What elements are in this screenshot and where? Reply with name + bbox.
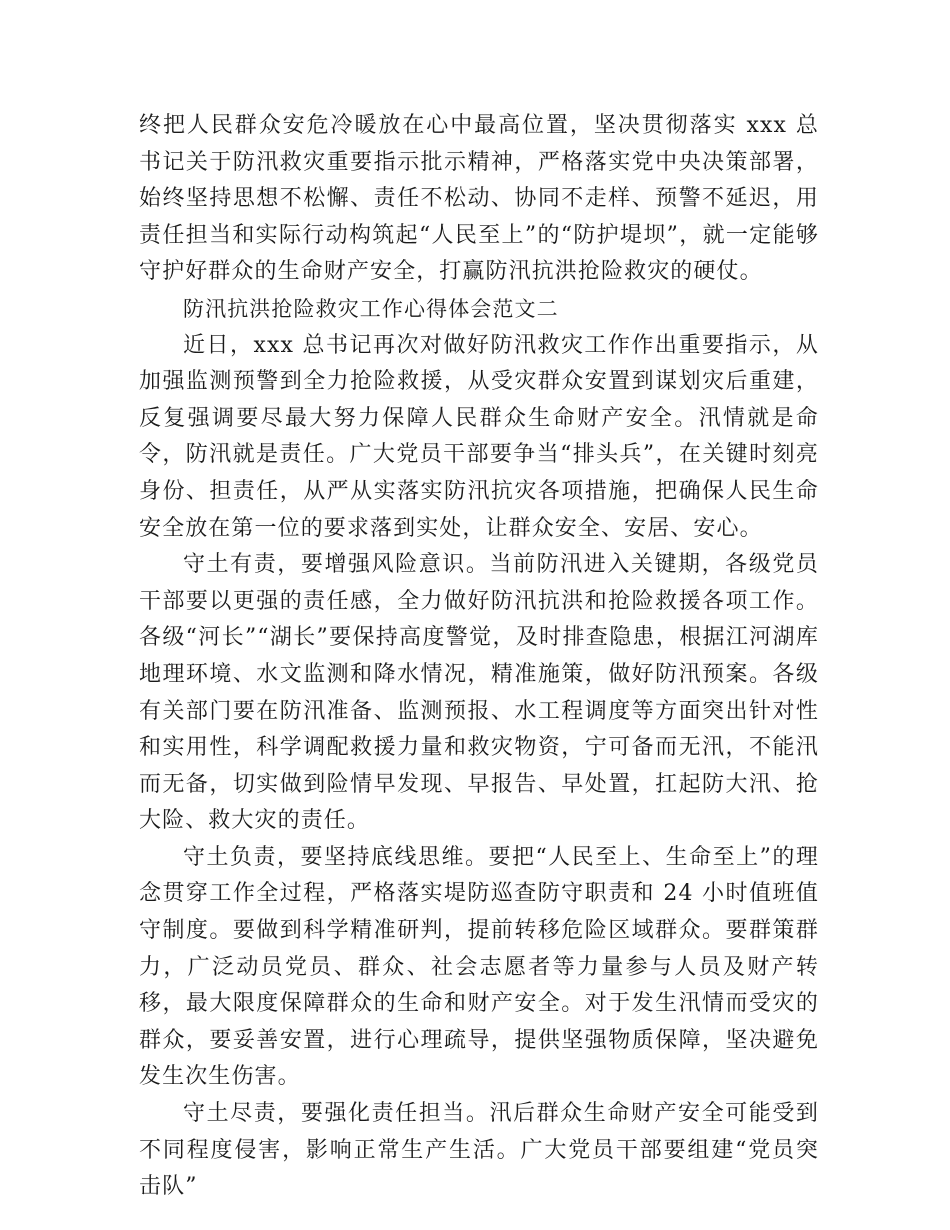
paragraph-risk-awareness: 守土有责，要增强风险意识。当前防汛进入关键期，各级党员干部要以更强的责任感，全力做好防汛抗洪和抢险救援各项工作。各级“河长”“湖长”要保持高度警觉，及时排查隐患，根据江河湖库地理环境、水文监测和降水情况，精准施策，做好防汛预案。各级有关部门要在防汛准备、监测预报、水工程调度等方面突出针对性和实用性，科学调配救援力量和救灾物资，宁可备而无汛，不能汛而无备，切实做到险情早发现、早报告、早处置，扛起防大汛、抢大险、救大灾的责任。 xyxy=(139,552,819,834)
document-body xyxy=(139,108,819,1206)
paragraph-bottom-line-thinking: 守土负责，要坚持底线思维。要把“人民至上、生命至上”的理念贯穿工作全过程，严格落实堤防巡查防守职责和 24 小时值班值守制度。要做到科学精准研判，提前转移危险区域群众。要群策群力，广泛动员党员、群众、社会志愿者等力量参与人员及财产转移，最大限度保障群众的生命和财产安全。对于发生汛情而受灾的群众，要妥善安置，进行心理疏导，提供坚强物质保障，坚决避免发生次生伤害。 xyxy=(139,844,819,1090)
paragraph-recent-instructions: 近日，xxx 总书记再次对做好防汛救灾工作作出重要指示，从加强监测预警到全力抢险救援，从受灾群众安置到谋划灾后重建，反复强调要尽最大努力保障人民群众生命财产安全。汛情就是命令，防汛就是责任。广大党员干部要争当“排头兵”，在关键时刻亮身份、担责任，从严从实落实防汛抗灾各项措施，把确保人民生命安全放在第一位的要求落到实处，让群众安全、安居、安心。 xyxy=(139,332,819,541)
paragraph-responsibility: 守土尽责，要强化责任担当。汛后群众生命财产安全可能受到不同程度侵害，影响正常生产生活。广大党员干部要组建“党员突击队” xyxy=(139,1101,819,1200)
paragraph-intro-continuation: 终把人民群众安危冷暖放在心中最高位置，坚决贯彻落实 xxx 总书记关于防汛救灾重要指示批示精神，严格落实党中央决策部署，始终坚持思想不松懈、责任不松动、协同不走样、预警不延迟，用责任担当和实际行动构筑起“人民至上”的“防护堤坝”，就一定能够守护好群众的生命财产安全，打赢防汛抗洪抢险救灾的硬仗。 xyxy=(139,113,819,285)
section-heading: 防汛抗洪抢险救灾工作心得体会范文二 xyxy=(183,296,559,321)
